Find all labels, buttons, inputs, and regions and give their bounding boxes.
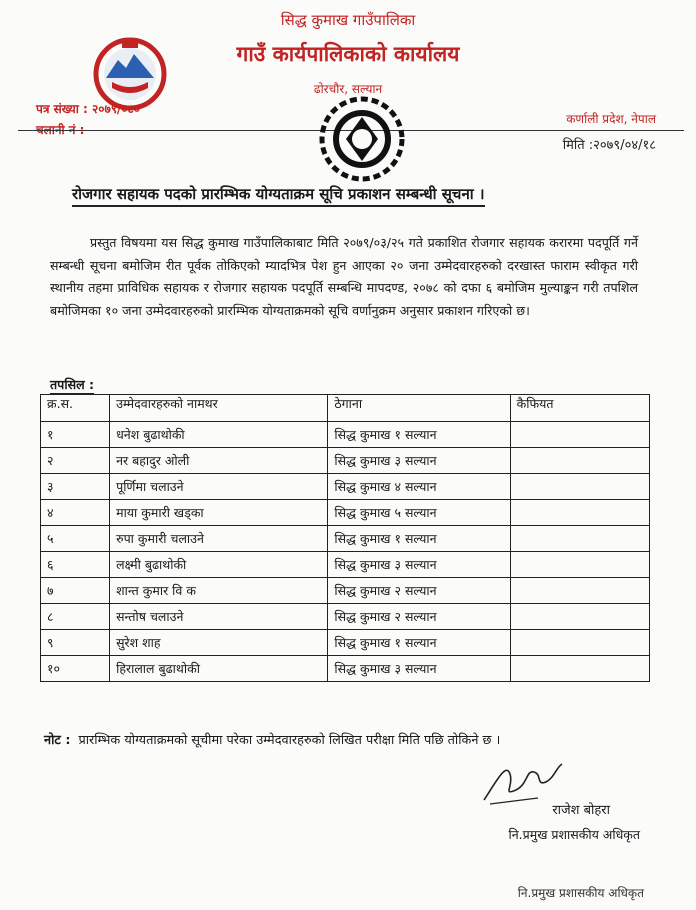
- table-row: [41, 526, 650, 552]
- cell-serial: ६: [41, 552, 110, 578]
- cell-name: हिरालाल बुढाथोकी: [110, 656, 328, 682]
- notice-body: प्रस्तुत विषयमा यस सिद्ध कुमाख गाउँपालिकाबाट मिति २०७९/०३/२५ गते प्रकाशित रोजगार सहायक करारमा पदपूर्ति गर्ने सम्बन्धी सूचना बमोजिम रीत पूर्वक तोकिएको म्यादभित्र पेश हुन आएका २० जना उम्मेदवारहरुको दरखास्त फाराम स्वीकृत गरी स्थानीय तहमा प्राविधिक सहायक र रोजगार सहायक पदपूर्ति सम्बन्धि मापदण्ड, २०७८ को दफा ६ बमोजिम मुल्याङ्कन गरी तपशिल बमोजिमका १० जना उम्मेदवारहरुको प्रारम्भिक योग्यताक्रमको सूचि वर्णानुक्रम अनुसार प्रकाशन गरिएको छ।: [50, 235, 638, 318]
- cell-address: सिद्ध कुमाख २ सल्यान: [328, 578, 510, 604]
- cell-address: सिद्ध कुमाख १ सल्यान: [328, 526, 510, 552]
- letter-number: पत्र संख्या : २०७९/०८०: [36, 102, 141, 116]
- cell-remarks: [510, 526, 649, 552]
- note-text: प्रारम्भिक योग्यताक्रमको सूचीमा परेका उम्मेदवारहरुको लिखित परीक्षा मिति पछि तोकिने छ ।: [78, 733, 501, 748]
- table-row: [41, 604, 650, 630]
- notice-note: [44, 730, 500, 748]
- cell-name: रुपा कुमारी चलाउने: [110, 526, 328, 552]
- cell-name: पूर्णिमा चलाउने: [110, 474, 328, 500]
- table-row: [41, 656, 650, 682]
- table-row: [41, 474, 650, 500]
- signatory-name: राजेश बोहरा: [552, 803, 610, 818]
- cell-remarks: [510, 422, 649, 448]
- office-seal-icon: [316, 95, 408, 183]
- column-header-name: उम्मेदवारहरुको नामथर: [110, 395, 328, 422]
- notice-subject: रोजगार सहायक पदको प्रारम्भिक योग्यताक्रम सूचि प्रकाशन सम्बन्धी सूचना ।: [72, 184, 485, 207]
- cell-address: सिद्ध कुमाख १ सल्यान: [328, 422, 510, 448]
- table-row: [41, 448, 650, 474]
- cell-address: सिद्ध कुमाख ४ सल्यान: [328, 474, 510, 500]
- cell-name: माया कुमारी खड्का: [110, 500, 328, 526]
- cell-remarks: [510, 552, 649, 578]
- table-row: [41, 578, 650, 604]
- cell-remarks: [510, 500, 649, 526]
- cell-address: सिद्ध कुमाख १ सल्यान: [328, 630, 510, 656]
- cell-address: सिद्ध कुमाख २ सल्यान: [328, 604, 510, 630]
- cell-serial: ९: [41, 630, 110, 656]
- cell-serial: ५: [41, 526, 110, 552]
- cell-serial: ४: [41, 500, 110, 526]
- cell-serial: ७: [41, 578, 110, 604]
- cell-address: सिद्ध कुमाख ५ सल्यान: [328, 500, 510, 526]
- cell-name: नर बहादुर ओली: [110, 448, 328, 474]
- note-label: नोट :: [44, 733, 71, 748]
- office-name: गाउँ कार्यपालिकाको कार्यालय: [236, 42, 460, 66]
- cell-name: सुरेश शाह: [110, 630, 328, 656]
- cell-serial: २: [41, 448, 110, 474]
- cell-name: सन्तोष चलाउने: [110, 604, 328, 630]
- cell-serial: ८: [41, 604, 110, 630]
- cell-serial: १: [41, 422, 110, 448]
- letter-date: मिति :२०७९/०४/१८: [562, 138, 656, 153]
- province-name: कर्णाली प्रदेश, नेपाल: [566, 112, 656, 126]
- candidate-table: [40, 394, 650, 682]
- cell-remarks: [510, 578, 649, 604]
- cell-remarks: [510, 448, 649, 474]
- column-header-remarks: कैफियत: [510, 395, 649, 422]
- cell-address: सिद्ध कुमाख ३ सल्यान: [328, 552, 510, 578]
- dispatch-number: चलानी नं :: [36, 123, 85, 137]
- signatory-title: नि.प्रमुख प्रशासकीय अधिकृत: [508, 827, 640, 842]
- table-row: [41, 422, 650, 448]
- cell-serial: १०: [41, 656, 110, 682]
- municipality-name: सिद्ध कुमाख गाउँपालिका: [280, 11, 416, 29]
- column-header-address: ठेगाना: [328, 395, 510, 422]
- table-row: [41, 500, 650, 526]
- cell-remarks: [510, 656, 649, 682]
- cell-remarks: [510, 474, 649, 500]
- column-header-serial: क्र.स.: [41, 395, 110, 422]
- details-label: तपसिल :: [50, 377, 95, 392]
- cell-address: सिद्ध कुमाख ३ सल्यान: [328, 448, 510, 474]
- stamp-footer: नि.प्रमुख प्रशासकीय अधिकृत: [517, 886, 644, 900]
- cell-remarks: [510, 630, 649, 656]
- cell-name: धनेश बुढाथोकी: [110, 422, 328, 448]
- cell-address: सिद्ध कुमाख ३ सल्यान: [328, 656, 510, 682]
- table-row: [41, 630, 650, 656]
- office-location: ढोरचौर, सल्यान: [313, 82, 383, 96]
- table-header-row: [41, 395, 650, 422]
- cell-name: लक्ष्मी बुढाथोकी: [110, 552, 328, 578]
- table-row: [41, 552, 650, 578]
- cell-serial: ३: [41, 474, 110, 500]
- cell-remarks: [510, 604, 649, 630]
- cell-name: शान्त कुमार वि क: [110, 578, 328, 604]
